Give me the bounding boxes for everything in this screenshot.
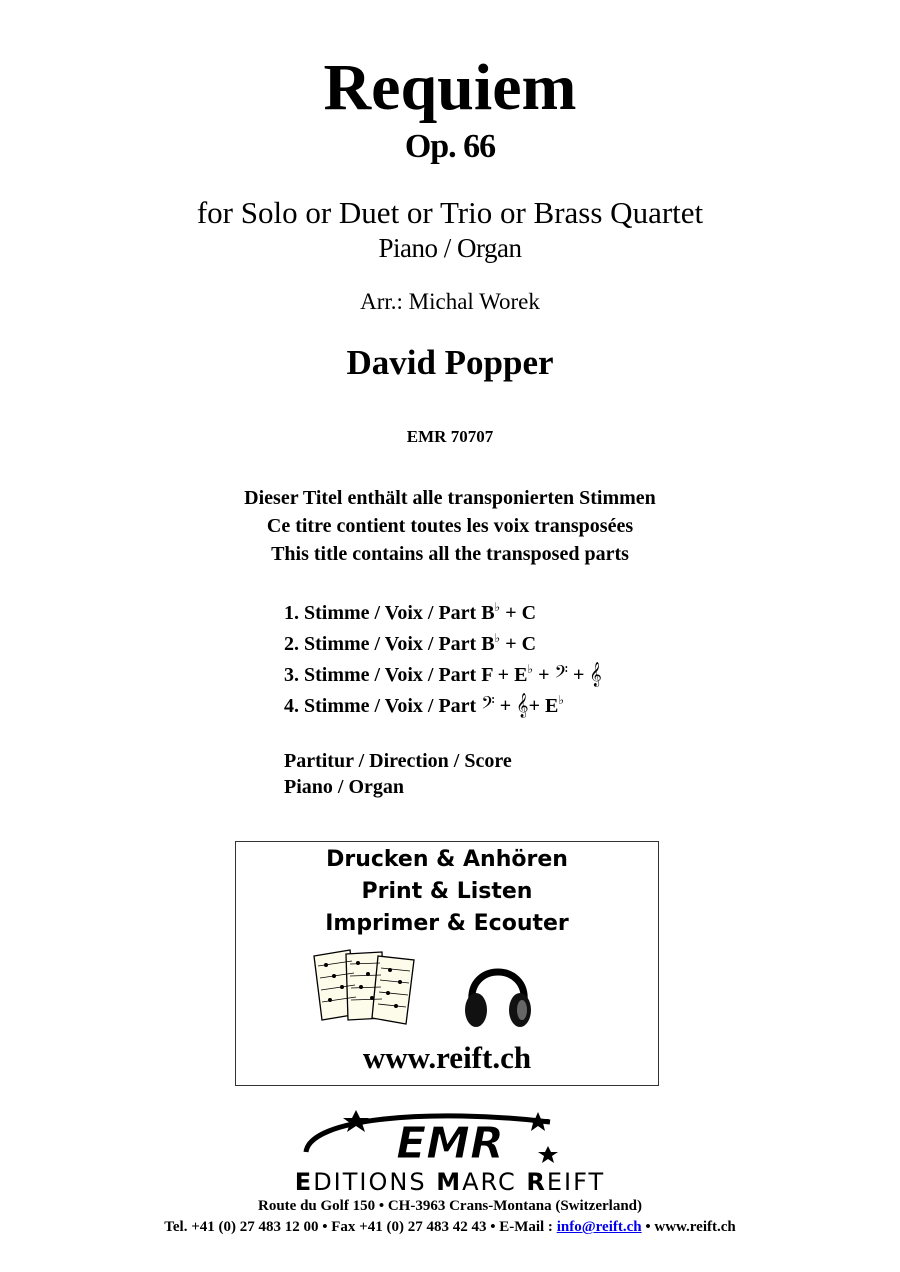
arranger: Arr.: Michal Worek [360, 289, 540, 314]
bass-clef-icon: 𝄢 [554, 662, 569, 686]
logo-text: EMR [396, 1118, 504, 1166]
opus-number: Op. 66 [404, 128, 496, 165]
part-row-1 [284, 598, 602, 629]
note-french: Ce titre contient toutes les voix transposées [266, 515, 634, 537]
part-suffix: + [533, 664, 555, 686]
publisher-name: EDITIONS MARC REIFT [294, 1168, 606, 1196]
promo-url[interactable]: www.reift.ch [362, 1040, 532, 1075]
part-label: 3. Stimme / Voix / Part F + E [284, 664, 528, 686]
flat-icon: ♭ [558, 692, 564, 707]
composer: David Popper [346, 343, 554, 382]
subtitle: for Solo or Duet or Trio or Brass Quartet [196, 195, 704, 230]
score-line: Piano / Organ [284, 776, 405, 798]
treble-clef-icon: 𝄞 [589, 662, 602, 686]
part-row-3 [284, 659, 602, 690]
treble-clef-icon: 𝄞 [516, 692, 529, 717]
contact-website: • www.reift.ch [641, 1219, 736, 1235]
email-link[interactable]: info@reift.ch [556, 1219, 642, 1235]
part-label: 1. Stimme / Voix / Part B [284, 602, 495, 624]
score-list [284, 748, 512, 800]
bass-clef-icon: 𝄢 [481, 692, 495, 717]
publisher-address: Route du Golf 150 • CH-3963 Crans-Montana (Switzerland) [258, 1198, 642, 1214]
page-title: Requiem [323, 51, 577, 124]
emr-logo [280, 1108, 620, 1166]
part-row-4 [284, 690, 602, 721]
part-separator: + [568, 664, 590, 686]
part-label: 2. Stimme / Voix / Part B [284, 632, 495, 655]
headphones-icon [462, 948, 534, 1034]
transposition-notes [0, 484, 900, 568]
instrumentation: Piano / Organ [378, 233, 522, 263]
note-english: This title contains all the transposed parts [271, 543, 629, 565]
part-suffix: + C [500, 632, 537, 655]
part-suffix: + E [528, 694, 559, 717]
promo-line-german: Drucken & Anhören [326, 847, 568, 872]
part-suffix: + C [500, 602, 537, 624]
part-label: 4. Stimme / Voix / Part [284, 694, 482, 717]
parts-list [284, 598, 602, 720]
contact-phone-fax: Tel. +41 (0) 27 483 12 00 • Fax +41 (0) 27 483 42 43 • E-Mail : [164, 1219, 557, 1235]
publisher-contact [0, 1218, 900, 1236]
score-line: Partitur / Direction / Score [284, 750, 512, 772]
promo-line-french: Imprimer & Ecouter [325, 911, 569, 936]
flat-icon: ♭ [494, 600, 501, 614]
print-listen-box [235, 841, 659, 1086]
promo-line-english: Print & Listen [361, 879, 533, 904]
flat-icon: ♭ [527, 662, 534, 676]
sheet-music-icon [306, 946, 422, 1026]
catalog-number: EMR 70707 [406, 427, 494, 446]
flat-icon: ♭ [494, 630, 501, 645]
promo-text [236, 844, 658, 940]
note-german: Dieser Titel enthält alle transponierten Stimmen [244, 487, 656, 509]
part-row-2 [284, 629, 602, 660]
part-separator: + [494, 694, 517, 717]
